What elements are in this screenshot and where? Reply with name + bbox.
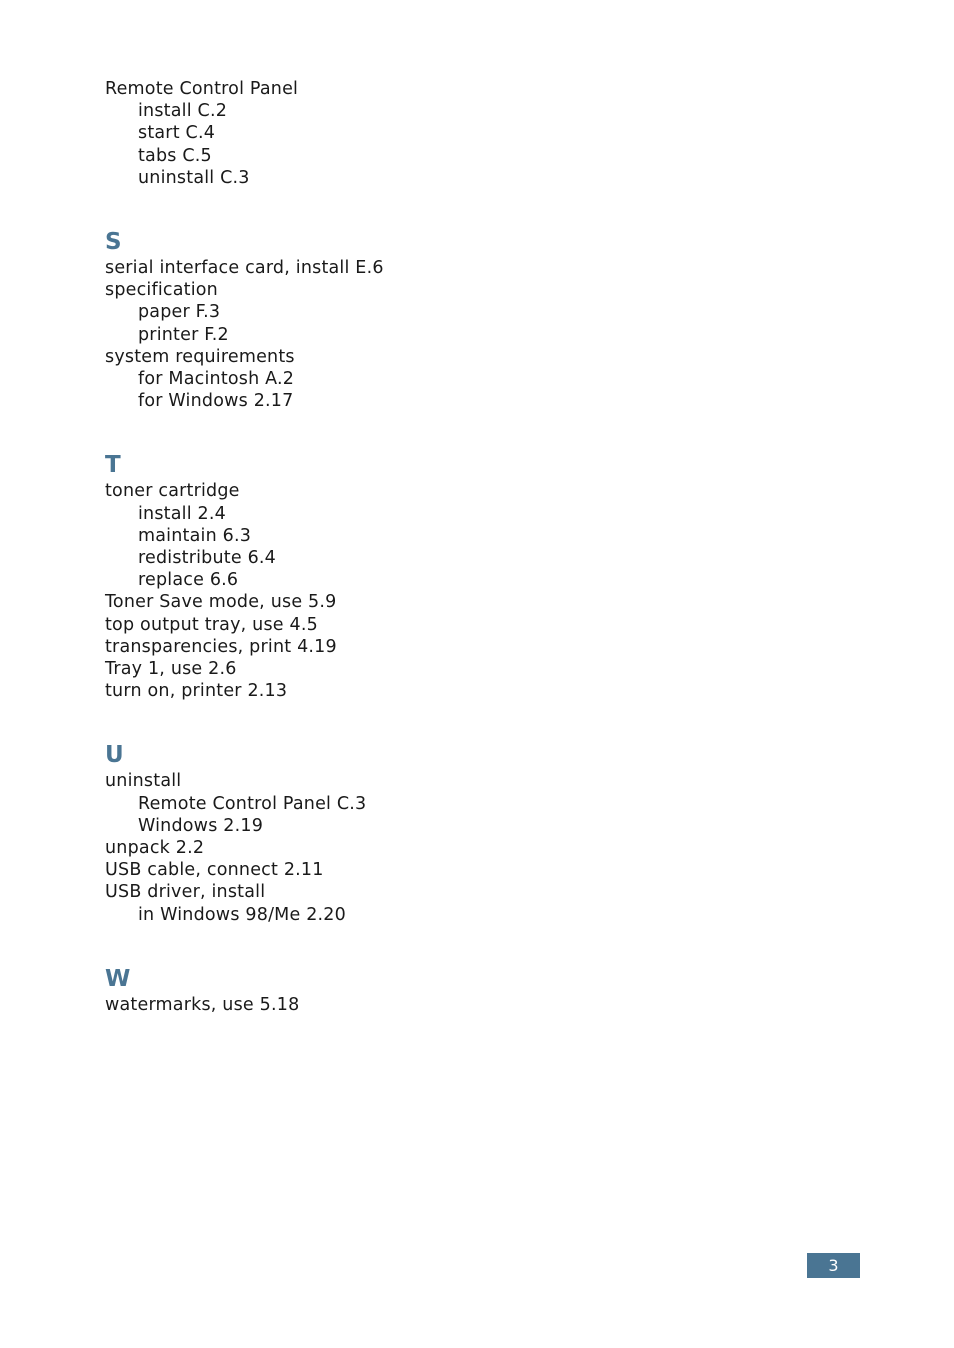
- index-column: [105, 78, 705, 1016]
- index-subentry: Windows 2.19: [138, 815, 264, 836]
- index-section: [105, 78, 705, 189]
- index-entry: unpack 2.2: [105, 838, 205, 859]
- index-entry: USB driver, install: [105, 882, 266, 903]
- index-entry: Toner Save mode, use 5.9: [105, 592, 337, 613]
- section-letter-heading: S: [105, 229, 122, 256]
- index-entry: toner cartridge: [105, 481, 240, 502]
- index-subentry: in Windows 98/Me 2.20: [138, 904, 346, 925]
- index-subentry: for Macintosh A.2: [138, 369, 295, 390]
- index-section: [105, 966, 705, 1016]
- index-entry: Tray 1, use 2.6: [105, 659, 237, 680]
- index-entry: system requirements: [105, 346, 295, 367]
- index-subentry: install C.2: [138, 101, 228, 122]
- index-entry: Remote Control Panel: [105, 79, 299, 99]
- index-subentry: for Windows 2.17: [138, 391, 294, 412]
- index-entry: transparencies, print 4.19: [105, 636, 337, 657]
- index-entry: turn on, printer 2.13: [105, 681, 288, 702]
- index-subentry: printer F.2: [138, 324, 229, 345]
- index-subentry: Remote Control Panel C.3: [138, 793, 367, 814]
- index-section: [105, 452, 705, 702]
- index-entry: specification: [105, 280, 218, 301]
- index-subentry: paper F.3: [138, 302, 221, 323]
- index-section: [105, 229, 705, 412]
- index-subentry: install 2.4: [138, 503, 226, 524]
- index-entry: serial interface card, install E.6: [105, 258, 384, 279]
- index-subentry: start C.4: [138, 123, 216, 144]
- section-letter-heading: T: [105, 452, 121, 479]
- index-subentry: tabs C.5: [138, 145, 212, 166]
- section-letter-heading: U: [105, 742, 124, 769]
- index-entry: watermarks, use 5.18: [105, 994, 300, 1015]
- index-entry: top output tray, use 4.5: [105, 614, 318, 635]
- page-number-badge: 3: [807, 1253, 860, 1278]
- index-subentry: redistribute 6.4: [138, 548, 277, 569]
- index-entry: USB cable, connect 2.11: [105, 860, 324, 881]
- index-section: [105, 742, 705, 925]
- index-subentry: uninstall C.3: [138, 167, 250, 188]
- section-letter-heading: W: [105, 965, 131, 992]
- index-entry: uninstall: [105, 771, 182, 792]
- index-subentry: maintain 6.3: [138, 525, 252, 546]
- index-subentry: replace 6.6: [138, 570, 239, 591]
